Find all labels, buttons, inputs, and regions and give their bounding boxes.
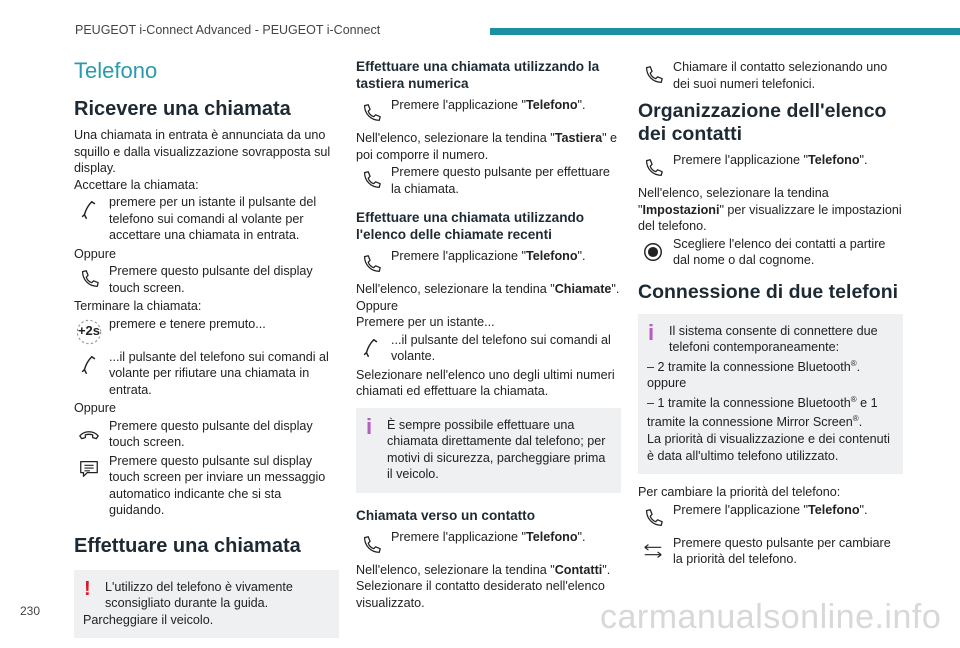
end-touch-row: [74, 418, 339, 451]
list-tab-post: " e poi comporre il numero.: [356, 131, 618, 162]
press-app-text: [391, 529, 621, 546]
choose-order-text: Scegliere l'elenco dei contatti a partire dal nome o dal cognome.: [673, 236, 886, 267]
press-app-pre: Premere l'applicazione ": [673, 153, 808, 167]
tab-close: ".: [602, 562, 611, 577]
select-contact-text: Selezionare il contatto desiderato nell'elenco visualizzato.: [356, 579, 605, 610]
message-icon: [74, 454, 104, 484]
wheel-btn-text: ...il pulsante del telefono sui comandi al volante.: [391, 332, 611, 363]
page-number: 230: [20, 604, 41, 618]
header-accent-bar: [490, 28, 960, 35]
accept-touch-row: [74, 263, 339, 296]
hold-row: [74, 316, 339, 347]
info-icon: i: [648, 319, 655, 345]
press-moment-text: Premere per un istante...: [356, 315, 495, 329]
call-contact-row: [638, 59, 903, 92]
accept-wheel-row: [74, 194, 339, 244]
info-icon: i: [366, 413, 373, 439]
app-name: Telefono: [807, 502, 860, 517]
hold-2s-icon: [74, 317, 104, 347]
info-dot: .: [856, 359, 861, 374]
info-text-4: [647, 392, 894, 431]
phone-icon: [356, 249, 386, 279]
header-title: PEUGEOT i-Connect Advanced - PEUGEOT i-Connect: [75, 23, 381, 37]
intro-text: Una chiamata in entrata è annunciata da uno squillo e dalla visualizzazione sovrapposta sul display.: [74, 128, 331, 175]
phone-answer-icon: [74, 264, 104, 294]
steering-phone-icon: [74, 350, 104, 380]
press-call-text: Premere questo pulsante per effettuare la chiamata.: [391, 165, 610, 196]
heading-make-call: Effettuare una chiamata: [74, 534, 301, 557]
priority-label: Per cambiare la priorità del telefono:: [638, 485, 841, 500]
press-app-text: [673, 502, 903, 519]
phone-icon: [638, 503, 668, 533]
phone-icon: [638, 153, 668, 183]
steering-phone-icon: [356, 333, 386, 363]
press-app-pre: Premere l'applicazione ": [391, 529, 526, 544]
heading-organize-contacts: Organizzazione dell'elenco dei contatti: [638, 100, 887, 145]
sms-touch-row: [74, 453, 339, 519]
phone-icon: [356, 165, 386, 195]
list-tab-pre: Nell'elenco, selezionare la tendina ": [356, 562, 555, 577]
select-calls-text: [356, 281, 621, 298]
radio-selected-icon: [638, 237, 668, 267]
watermark: carmanualsonline.info: [600, 598, 942, 636]
call-contact-text: Chiamare il contatto selezionando uno dei suoi numeri telefonici.: [673, 60, 888, 91]
press-app-pre: Premere l'applicazione ": [673, 502, 808, 517]
tab-settings: Impostazioni: [642, 202, 720, 217]
tab-contacts: Contatti: [554, 562, 603, 577]
info-note: [638, 314, 903, 475]
or-text: Oppure: [74, 246, 117, 261]
section-title: Telefono: [74, 58, 158, 83]
heading-two-phones: Connessione di due telefoni: [638, 280, 899, 303]
press-app-row: [356, 97, 621, 128]
warning-note: [74, 570, 339, 639]
info-text-3: oppure: [647, 376, 687, 391]
warning-text-1: L'utilizzo del telefono è vivamente sconsigliato durante la guida.: [105, 579, 293, 610]
accept-touch-text: Premere questo pulsante del display touch screen.: [109, 264, 313, 295]
wheel-btn-row: [356, 332, 621, 365]
app-name: Telefono: [525, 249, 578, 263]
info-text-4a: – 1 tramite la connessione Bluetooth: [647, 395, 851, 410]
or-text: Oppure: [356, 298, 399, 313]
press-app-text: [391, 248, 621, 265]
info-text-2a: – 2 tramite la connessione Bluetooth: [647, 359, 851, 374]
sms-touch-text: Premere questo pulsante sul display touch screen per inviare un messaggio automatico indicante che si sta guidando.: [109, 453, 326, 517]
registered-mark: ®: [852, 414, 859, 424]
heading-keypad-call: Effettuare una chiamata utilizzando la tastiera numerica: [356, 59, 600, 91]
list-tab-pre: Nell'elenco, selezionare la tendina ": [638, 186, 829, 217]
info-note: [356, 408, 621, 493]
press-call-row: [356, 164, 621, 197]
swap-arrows-icon: [638, 536, 668, 566]
accept-label: Accettare la chiamata:: [74, 177, 199, 192]
warning-text-2: Parcheggiare il veicolo.: [83, 612, 214, 627]
press-app-post: ".: [577, 529, 586, 544]
press-app-post: ".: [859, 502, 868, 517]
press-app-post: ".: [859, 153, 868, 167]
column-2: [356, 58, 621, 611]
or-text: Oppure: [74, 401, 117, 415]
accept-wheel-text: premere per un istante il pulsante del telefono sui comandi al volante per accettare una chiamata in entrata.: [109, 195, 317, 242]
list-tab-post: " per visualizzare le impostazioni del telefono.: [638, 202, 902, 233]
phone-icon: [356, 530, 386, 560]
info-text-2: [647, 356, 894, 376]
end-touch-text: Premere questo pulsante del display touch screen.: [109, 418, 313, 449]
press-app-row: [638, 152, 903, 183]
end-label: Terminare la chiamata:: [74, 299, 202, 313]
list-tab-pre: Nell'elenco, selezionare la tendina ": [356, 131, 555, 145]
steering-phone-icon: [74, 195, 104, 225]
refuse-wheel-text: ...il pulsante del telefono sui comandi al volante per rifiutare una chiamata in entrata.: [109, 349, 329, 397]
phone-hangup-icon: [74, 419, 104, 449]
phone-icon: [638, 60, 668, 90]
info-text-1: Il sistema consente di connettere due telefoni contemporaneamente:: [669, 323, 878, 354]
registered-mark: ®: [850, 394, 857, 404]
info-note-text: È sempre possibile effettuare una chiamata direttamente dal telefono; per motivi di sicurezza, parcheggiare prima il veicolo.: [387, 417, 606, 481]
press-app-row: [356, 529, 621, 560]
heading-receive-call: Ricevere una chiamata: [74, 98, 291, 120]
select-keypad-text: [356, 130, 621, 163]
press-app-post: ".: [577, 98, 586, 112]
app-name: Telefono: [525, 98, 578, 112]
hold-2s-label: +2s: [77, 323, 101, 339]
tab-close: ".: [611, 282, 620, 296]
switch-priority-text: Premere questo pulsante per cambiare la priorità del telefono.: [673, 535, 891, 567]
press-app-text: [391, 97, 621, 114]
tab-keypad: Tastiera: [554, 131, 603, 145]
press-app-row: [356, 248, 621, 279]
select-settings-text: [638, 185, 903, 235]
choose-order-row: [638, 236, 903, 269]
column-1: [74, 58, 339, 648]
app-name: Telefono: [807, 153, 860, 167]
info-text-4b: e 1 tramite la connessione Mirror Screen: [647, 395, 878, 430]
list-tab-pre: Nell'elenco, selezionare la tendina ": [356, 282, 555, 296]
heading-recent-call: Effettuare una chiamata utilizzando l'elenco delle chiamate recenti: [356, 210, 585, 242]
phone-icon: [356, 98, 386, 128]
tab-calls: Chiamate: [554, 282, 612, 296]
warning-exclamation-icon: !: [84, 577, 91, 600]
switch-priority-row: [638, 535, 903, 568]
select-recent-text: Selezionare nell'elenco uno degli ultimi numeri chiamati ed effettuare la chiamata.: [356, 367, 615, 398]
info-text-5: La priorità di visualizzazione e dei contenuti è data all'ultimo telefono utilizzato.: [647, 432, 890, 463]
press-app-text: [673, 152, 903, 169]
info-dot: .: [858, 415, 863, 430]
heading-contact-call: Chiamata verso un contatto: [356, 507, 536, 523]
press-app-row: [638, 502, 903, 533]
column-3: [638, 58, 903, 570]
press-app-post: ".: [577, 249, 586, 263]
registered-mark: ®: [850, 358, 857, 368]
press-app-pre: Premere l'applicazione ": [391, 249, 526, 263]
hold-text: premere e tenere premuto...: [109, 316, 266, 331]
app-name: Telefono: [525, 529, 578, 544]
select-contacts-text: [356, 562, 621, 579]
refuse-wheel-row: [74, 349, 339, 399]
press-app-pre: Premere l'applicazione ": [391, 98, 526, 112]
